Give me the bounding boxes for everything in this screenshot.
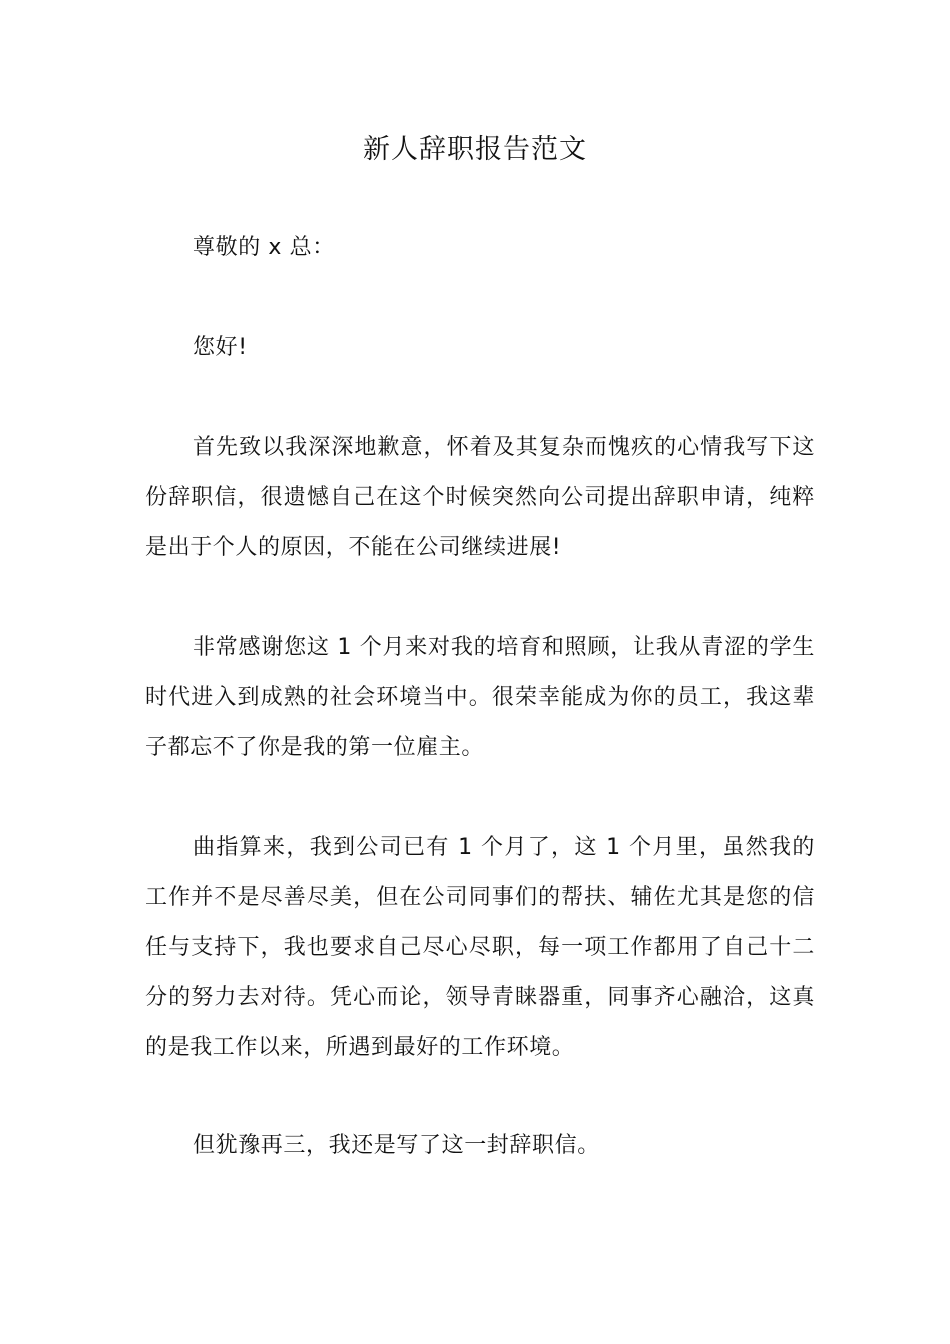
- paragraph-thanks: 非常感谢您这 1 个月来对我的培育和照顾，让我从青涩的学生时代进入到成熟的社会环境当中。很荣幸能成为你的员工，我这辈子都忘不了你是我的第一位雇主。: [145, 635, 815, 760]
- paragraph-apology: 首先致以我深深地歉意，怀着及其复杂而愧疚的心情我写下这份辞职信，很遗憾自己在这个时候突然向公司提出辞职申请，纯粹是出于个人的原因，不能在公司继续进展!: [145, 435, 815, 560]
- salutation: 尊敬的 x 总：: [193, 235, 335, 260]
- document-title: 新人辞职报告范文: [363, 134, 587, 165]
- paragraph-decision: 但犹豫再三，我还是写了这一封辞职信。: [193, 1133, 600, 1158]
- greeting: 您好!: [193, 335, 248, 360]
- paragraph-reflection: 曲指算来，我到公司已有 1 个月了，这 1 个月里，虽然我的工作并不是尽善尽美，但在公司同事们的帮扶、辅佐尤其是您的信任与支持下，我也要求自己尽心尽职，每一项工作都用了自己十二分的努力去对待。凭心而论，领导青睐器重，同事齐心融洽，这真的是我工作以来，所遇到最好的工作环境。: [145, 835, 815, 1060]
